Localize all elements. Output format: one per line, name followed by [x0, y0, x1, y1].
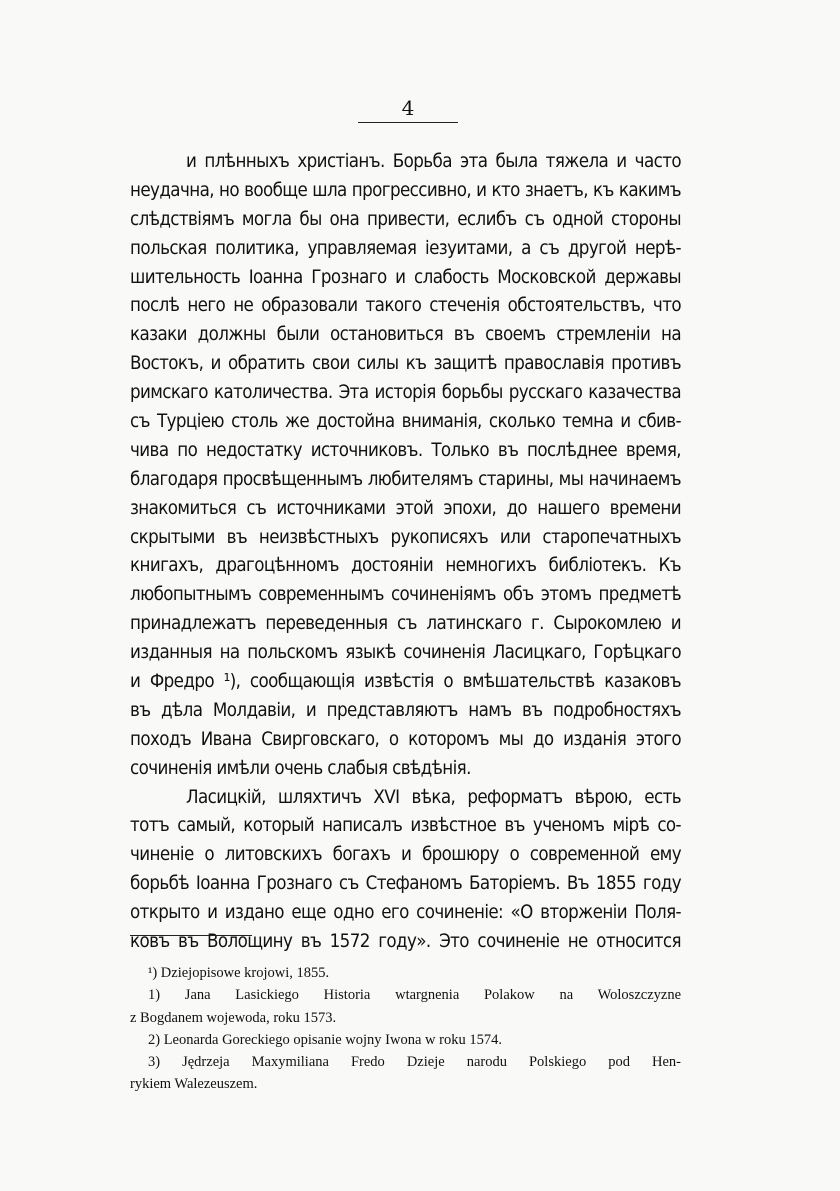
footnote-line: ¹) Dziejopisowe krojowi, 1855.: [148, 965, 330, 981]
text-line: польская политика, управляемая іезуитами, а съ другой нерѣ-: [130, 237, 681, 259]
text-line: знакомиться съ источниками этой эпохи, до нашего времени: [130, 497, 681, 519]
text-line: послѣ него не образовали такого стеченія обстоятельствъ, что: [130, 295, 681, 317]
text-line: шительность Іоанна Грознаго и слабость Московской державы: [130, 266, 681, 288]
text-line: сочиненія имѣли очень слабыя свѣдѣнія.: [130, 757, 471, 779]
text-line: борьбѣ Іоанна Грознаго съ Стефаномъ Баторіемъ. Въ 1855 году: [130, 873, 681, 895]
text-line: Ласицкій, шляхтичъ XVI вѣка, реформатъ вѣрою, есть: [186, 786, 681, 808]
text-line: въ дѣла Молдавіи, и представляютъ намъ въ подробностяхъ: [130, 699, 681, 721]
footnote-line: 1) Jana Lasickiego Historia wtargnenia Polakow na Woloszczyzne: [148, 987, 681, 1004]
text-line: ковъ въ Волощину въ 1572 году». Это сочиненіе не относится: [130, 931, 681, 953]
text-line: и плѣнныхъ христіанъ. Борьба эта была тяжела и часто: [186, 151, 681, 172]
page-header: [358, 96, 458, 123]
text-line: римскаго католичества. Эта исторія борьбы русскаго казачества: [130, 382, 681, 404]
text-line: и Фредро ¹), сообщающія извѣстія о вмѣшательствѣ казаковъ: [130, 671, 681, 693]
text-line: походъ Ивана Свирговскаго, о которомъ мы до изданія этого: [130, 728, 681, 750]
body-text: [130, 148, 681, 957]
text-line: чива по недостатку источниковъ. Только въ послѣднее время,: [130, 439, 681, 461]
footnote-rule: [130, 935, 252, 936]
text-line: слѣдствіямъ могла бы она привести, еслибъ съ одной стороны: [130, 208, 681, 230]
text-line: книгахъ, драгоцѣнномъ достояніи немногихъ библіотекъ. Къ: [130, 555, 681, 577]
footnote-line: 3) Jędrzeja Maxymiliana Fredo Dzieje narodu Polskiego pod Hen-: [148, 1054, 681, 1071]
footnote-line: 2) Leonarda Goreckiego opisanie wojny Iwona w roku 1574.: [148, 1031, 502, 1048]
text-line: изданныя на польскомъ языкѣ сочиненія Ласицкаго, Горѣцкаго: [130, 642, 681, 664]
footnote-line: z Bogdanem wojewoda, roku 1573.: [130, 1009, 337, 1026]
text-line: благодаря просвѣщеннымъ любителямъ старины, мы начинаемъ: [130, 468, 681, 490]
footnotes: [130, 962, 681, 1096]
text-line: казаки должны были остановиться въ своемъ стремленіи на: [130, 324, 681, 346]
text-line: принадлежатъ переведенныя съ латинскаго г. Сырокомлею и: [130, 613, 681, 635]
text-line: неудачна, но вообще шла прогрессивно, и кто знаетъ, къ какимъ: [130, 179, 681, 201]
text-line: съ Турціею столь же достойна вниманія, сколько темна и сбив-: [130, 411, 681, 433]
text-line: тотъ самый, который написалъ извѣстное въ ученомъ мірѣ со-: [130, 815, 681, 837]
text-line: скрытыми въ неизвѣстныхъ рукописяхъ или старопечатныхъ: [130, 526, 681, 548]
page-number-rule: [358, 122, 458, 123]
text-line: чиненіе о литовскихъ богахъ и брошюру о современной ему: [130, 844, 681, 866]
footnote-line: rykiem Walezeuszem.: [130, 1076, 258, 1093]
text-line: Востокъ, и обратить свои силы къ защитѣ православія противъ: [130, 353, 681, 375]
text-line: открыто и издано еще одно его сочиненіе: «О вторженіи Поля-: [130, 902, 681, 924]
text-line: любопытнымъ современнымъ сочиненіямъ объ этомъ предметѣ: [130, 584, 681, 606]
page-number: 4: [401, 96, 415, 120]
